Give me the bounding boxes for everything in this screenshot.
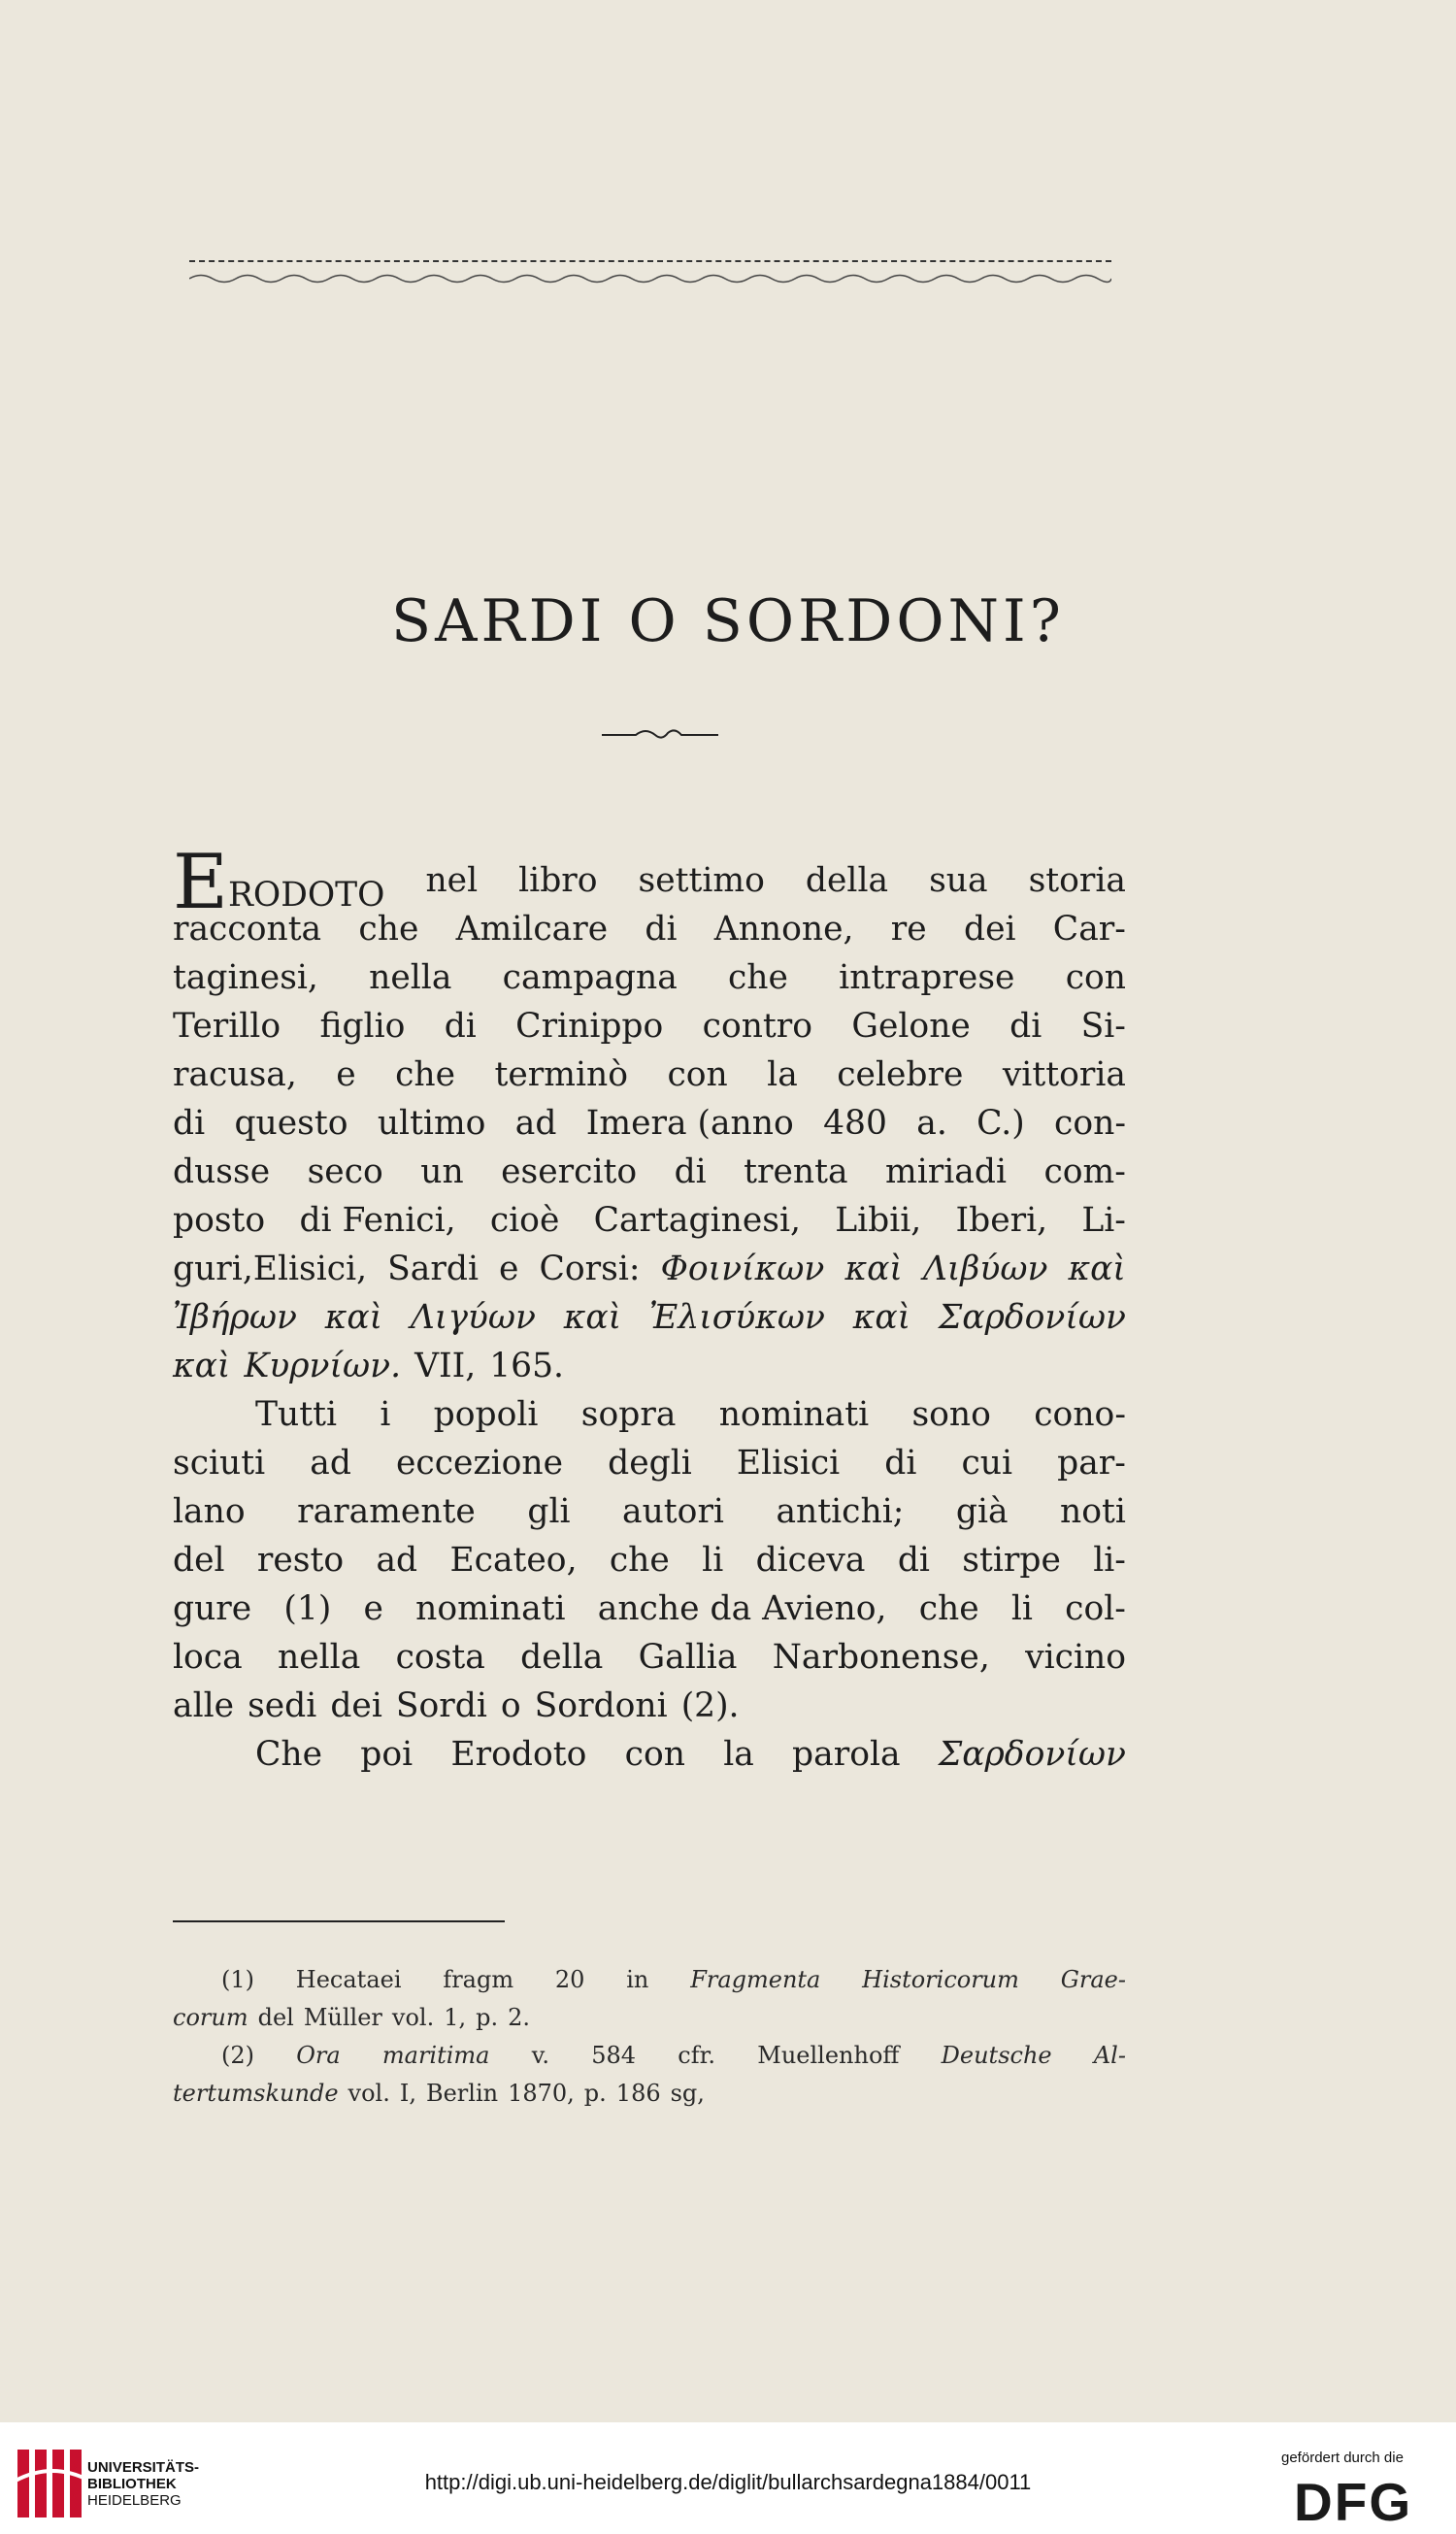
footnote-ref: (1) (283, 1589, 332, 1628)
word: Annone, (713, 910, 854, 949)
word: Ora (296, 2042, 341, 2069)
word: Gallia (638, 1638, 738, 1677)
word: dei (330, 1686, 382, 1725)
word: (1) (221, 1966, 254, 1993)
text-line (173, 1050, 1126, 1099)
word: re (890, 910, 927, 949)
word: gure (173, 1589, 252, 1628)
word: antichi; (776, 1492, 905, 1531)
word: Al- (1093, 2042, 1126, 2069)
word: loca (173, 1638, 243, 1677)
word: lano (173, 1492, 246, 1531)
word: di (444, 1007, 477, 1046)
word: costa (395, 1638, 485, 1677)
word: libro (518, 861, 598, 900)
word: nominati (718, 1395, 870, 1434)
word: trenta (744, 1152, 848, 1191)
word: della (805, 861, 889, 900)
word: autori (622, 1492, 724, 1531)
word: Tutti (255, 1395, 337, 1434)
text-line (173, 839, 1126, 926)
word: che (358, 910, 419, 949)
word: nominati (415, 1589, 566, 1628)
word: Iberi, (955, 1201, 1048, 1240)
text-line (173, 1536, 1126, 1584)
word: dusse (173, 1152, 271, 1191)
word: maritima (381, 2042, 490, 2069)
word: Ecateo, (449, 1541, 578, 1580)
word: poi (360, 1735, 414, 1774)
word: di (1009, 1007, 1042, 1046)
text-line (173, 905, 1126, 953)
word: ad (514, 1104, 557, 1143)
word: 1, (444, 2004, 467, 2031)
word: storia (1028, 861, 1126, 900)
word: Imera (anno (585, 1104, 794, 1143)
word: Elisici (736, 1444, 841, 1483)
word: sono (911, 1395, 991, 1434)
word: ad (310, 1444, 351, 1483)
text-line (173, 1099, 1126, 1148)
library-name-line: UNIVERSITÄTS- (87, 2459, 200, 2476)
word: diceva (755, 1541, 866, 1580)
word: e (499, 1250, 519, 1288)
word: Sardi (387, 1250, 479, 1288)
word: terminò (494, 1055, 629, 1094)
greek-word: Ἐλισύκων (648, 1298, 825, 1337)
word: Muellenhoff (757, 2042, 900, 2069)
word: Hecataei (295, 1966, 402, 1993)
footnote-ref: (2). (680, 1686, 740, 1725)
title-ornament (602, 723, 718, 743)
word: 1870, (508, 2080, 575, 2107)
text-line (173, 1148, 1126, 1196)
dfg-logo: DFG (1294, 2472, 1413, 2532)
word: Historicorum (862, 1966, 1019, 1993)
word: p. (476, 2004, 499, 2031)
word: intraprese (839, 958, 1015, 997)
text-line (173, 1390, 1126, 1439)
word: racconta (173, 910, 322, 949)
word: C.) (976, 1104, 1025, 1143)
word: degli (608, 1444, 692, 1483)
footnote-separator (173, 1920, 505, 1922)
text-line (173, 1245, 1126, 1293)
greek-word: καὶ (324, 1298, 383, 1337)
word: con (1065, 958, 1126, 997)
word: sedi (248, 1686, 317, 1725)
word: con (667, 1055, 728, 1094)
greek-word: Φοινίκων (660, 1250, 825, 1288)
word: sua (929, 861, 988, 900)
word: di Fenici, (299, 1201, 456, 1240)
word: col- (1065, 1589, 1126, 1628)
word: a. (916, 1104, 947, 1143)
word: di (884, 1444, 917, 1483)
word: corum (173, 2004, 248, 2031)
greek-word: Σαρδονίων (938, 1298, 1126, 1337)
word: Berlin (425, 2080, 499, 2107)
greek-word: Ἰβήρων (173, 1298, 297, 1337)
word: RODOTO (227, 876, 385, 915)
text-line (173, 1439, 1126, 1487)
word: Narbonense, (772, 1638, 990, 1677)
greek-word: καὶ (173, 1347, 231, 1385)
word: raramente (297, 1492, 476, 1531)
word: vol. (347, 2080, 390, 2107)
word: 20 (554, 1966, 585, 1993)
greek-word: Κυρνίων. (244, 1347, 402, 1385)
word: Libii, (835, 1201, 922, 1240)
footnotes (173, 1961, 1126, 2113)
word: sopra (580, 1395, 677, 1434)
word: vittoria (1002, 1055, 1126, 1094)
word: anche da Avieno, (597, 1589, 887, 1628)
word: nella (369, 958, 452, 997)
word: cfr. (678, 2042, 716, 2069)
word: Gelone (851, 1007, 971, 1046)
word: sg, (670, 2080, 705, 2107)
word: ad (376, 1541, 418, 1580)
text-line (173, 953, 1126, 1002)
text-line (173, 1633, 1126, 1682)
word: che (395, 1055, 456, 1094)
word: di (897, 1541, 930, 1580)
word: Erodoto (450, 1735, 587, 1774)
word: di (674, 1152, 707, 1191)
word: racusa, (173, 1055, 297, 1094)
word: con- (1054, 1104, 1126, 1143)
word: cui (961, 1444, 1013, 1483)
word: Sordi (395, 1686, 487, 1725)
word: in (626, 1966, 649, 1993)
word: Corsi: (539, 1250, 641, 1288)
word: Sordoni (534, 1686, 668, 1725)
word: Li- (1081, 1201, 1126, 1240)
word: con (624, 1735, 685, 1774)
greek-word: Λιγύων (410, 1298, 537, 1337)
text-line (173, 1584, 1126, 1633)
word: cioè (489, 1201, 560, 1240)
word: miriadi (885, 1152, 1007, 1191)
word: p. (583, 2080, 607, 2107)
word: li (702, 1541, 724, 1580)
header-wavy-rule (189, 272, 1111, 285)
text-line (173, 1730, 1126, 1779)
word: che (727, 958, 788, 997)
word: contro (702, 1007, 813, 1046)
greek-word: καὶ (1068, 1250, 1126, 1288)
word: taginesi, (173, 958, 318, 997)
word: par- (1057, 1444, 1126, 1483)
footnote-line (173, 1999, 1126, 2037)
greek-word: Σαρδονίων (938, 1735, 1126, 1774)
word: parola (792, 1735, 901, 1774)
word: 480 (823, 1104, 887, 1143)
word: Deutsche (941, 2042, 1052, 2069)
word: 2. (508, 2004, 531, 2031)
word: Amilcare (455, 910, 609, 949)
footnote-line (173, 2037, 1126, 2075)
word: un (420, 1152, 464, 1191)
word: della (520, 1638, 604, 1677)
text-line (173, 1342, 1126, 1390)
text-line (173, 1293, 1126, 1342)
word: del (173, 1541, 225, 1580)
text-line (173, 1002, 1126, 1050)
word: campagna (502, 958, 678, 997)
word: 186 (615, 2080, 661, 2107)
word: i (380, 1395, 391, 1434)
word: alle (173, 1686, 235, 1725)
word: VII, (414, 1347, 477, 1385)
word: gli (527, 1492, 571, 1531)
word: del (257, 2004, 294, 2031)
page-title: SARDI O SORDONI? (391, 587, 1065, 655)
word: nella (278, 1638, 361, 1677)
word: posto (173, 1201, 266, 1240)
footnote-line (173, 1961, 1126, 1999)
word: Crinippo (515, 1007, 664, 1046)
word: popoli (433, 1395, 539, 1434)
word: e (336, 1055, 356, 1094)
word: Si- (1080, 1007, 1126, 1046)
word: li (1010, 1589, 1033, 1628)
word: fragm (443, 1966, 514, 1993)
word: Cartaginesi, (593, 1201, 801, 1240)
word: tertumskunde (173, 2080, 339, 2107)
word: dei (963, 910, 1016, 949)
greek-word: καὶ (852, 1298, 911, 1337)
word: Terillo (173, 1007, 281, 1046)
word: vicino (1025, 1638, 1126, 1677)
text-line (173, 1196, 1126, 1245)
word: la (767, 1055, 798, 1094)
word: già (955, 1492, 1009, 1531)
word: Che (255, 1735, 323, 1774)
word: 165. (489, 1347, 565, 1385)
greek-word: καὶ (563, 1298, 622, 1337)
word: sciuti (173, 1444, 266, 1483)
word: che (918, 1589, 979, 1628)
word: I, (399, 2080, 416, 2107)
word: ultimo (377, 1104, 486, 1143)
word: eccezione (395, 1444, 564, 1483)
word: seco (307, 1152, 383, 1191)
word: nel (425, 861, 479, 900)
word: settimo (638, 861, 765, 900)
funding-note: gefördert durch die (1281, 2450, 1404, 2466)
word: Müller (303, 2004, 382, 2031)
word: 584 (591, 2042, 637, 2069)
word: vol. (391, 2004, 435, 2031)
drop-cap: E (173, 839, 228, 926)
word: figlio (319, 1007, 406, 1046)
word: noti (1060, 1492, 1126, 1531)
word: esercito (501, 1152, 638, 1191)
header-dashed-rule (189, 260, 1111, 262)
word: o (500, 1686, 521, 1725)
word: stirpe (962, 1541, 1061, 1580)
word: com- (1043, 1152, 1126, 1191)
word: e (363, 1589, 383, 1628)
library-name-line: BIBLIOTHEK (87, 2476, 177, 2492)
word: Fragmenta (690, 1966, 821, 1993)
word: (2) (221, 2042, 254, 2069)
word: celebre (837, 1055, 964, 1094)
greek-word: καὶ (844, 1250, 903, 1288)
text-line (173, 1487, 1126, 1536)
source-url[interactable]: http://digi.ub.uni-heidelberg.de/diglit/bullarchsardegna1884/0011 (424, 2470, 1032, 2494)
word: Car- (1052, 910, 1126, 949)
word: cono- (1034, 1395, 1126, 1434)
body-text (173, 839, 1126, 1779)
word: resto (256, 1541, 345, 1580)
word: Grae- (1060, 1966, 1126, 1993)
library-name-line: HEIDELBERG (87, 2492, 182, 2509)
word: di (173, 1104, 206, 1143)
footnote-line (173, 2075, 1126, 2113)
word: questo (234, 1104, 348, 1143)
word: guri,Elisici, (173, 1250, 368, 1288)
word: la (723, 1735, 754, 1774)
word: che (609, 1541, 670, 1580)
word: v. (531, 2042, 550, 2069)
greek-word: Λιβύων (922, 1250, 1048, 1288)
word: di (645, 910, 678, 949)
word: li- (1093, 1541, 1126, 1580)
text-line (173, 1682, 1126, 1730)
